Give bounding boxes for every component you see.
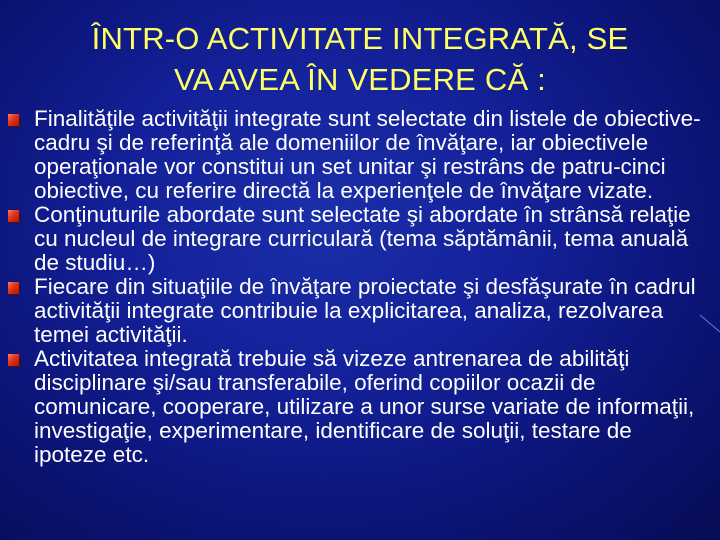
slide-title [20, 18, 700, 100]
square-bullet-icon [8, 210, 19, 222]
bullet-text: Fiecare din situaţiile de învăţare proiectate şi desfăşurate în cadrul activităţii integrate contribuie la explicitarea, analiza, rezolvarea temei activităţii. [34, 274, 696, 347]
slide-title-line-2: VA AVEA ÎN VEDERE CĂ : [174, 62, 546, 97]
bullet-text: Conţinuturile abordate sunt selectate şi abordate în strânsă relaţie cu nucleul de integrare curriculară (tema săptămânii, tema anuală de studiu…) [34, 202, 691, 275]
bullet-item [8, 107, 708, 203]
square-bullet-icon [8, 114, 19, 126]
bullet-list [8, 107, 708, 467]
slide-title-line-1: ÎNTR-O ACTIVITATE INTEGRATĂ, SE [91, 21, 629, 56]
square-bullet-icon [8, 354, 19, 366]
bullet-text: Activitatea integrată trebuie să vizeze antrenarea de abilităţi disciplinare şi/sau transferabile, oferind copiilor ocazii de comunicare, cooperare, utilizare a unor surse variate de informaţii, investigaţie, experimentare, identificare de soluţii, testare de ipoteze etc. [34, 346, 695, 467]
bullet-item [8, 203, 708, 275]
bullet-item [8, 275, 708, 347]
bullet-text: Finalităţile activităţii integrate sunt selectate din listele de obiective-cadru şi de referinţă ale domeniilor de învăţare, iar obiectivele operaţionale vor constitui un set unitar şi restrâns de patru-cinci obiective, cu referire directă la experienţele de învăţare vizate. [34, 106, 701, 203]
bullet-item [8, 347, 708, 467]
square-bullet-icon [8, 282, 19, 294]
